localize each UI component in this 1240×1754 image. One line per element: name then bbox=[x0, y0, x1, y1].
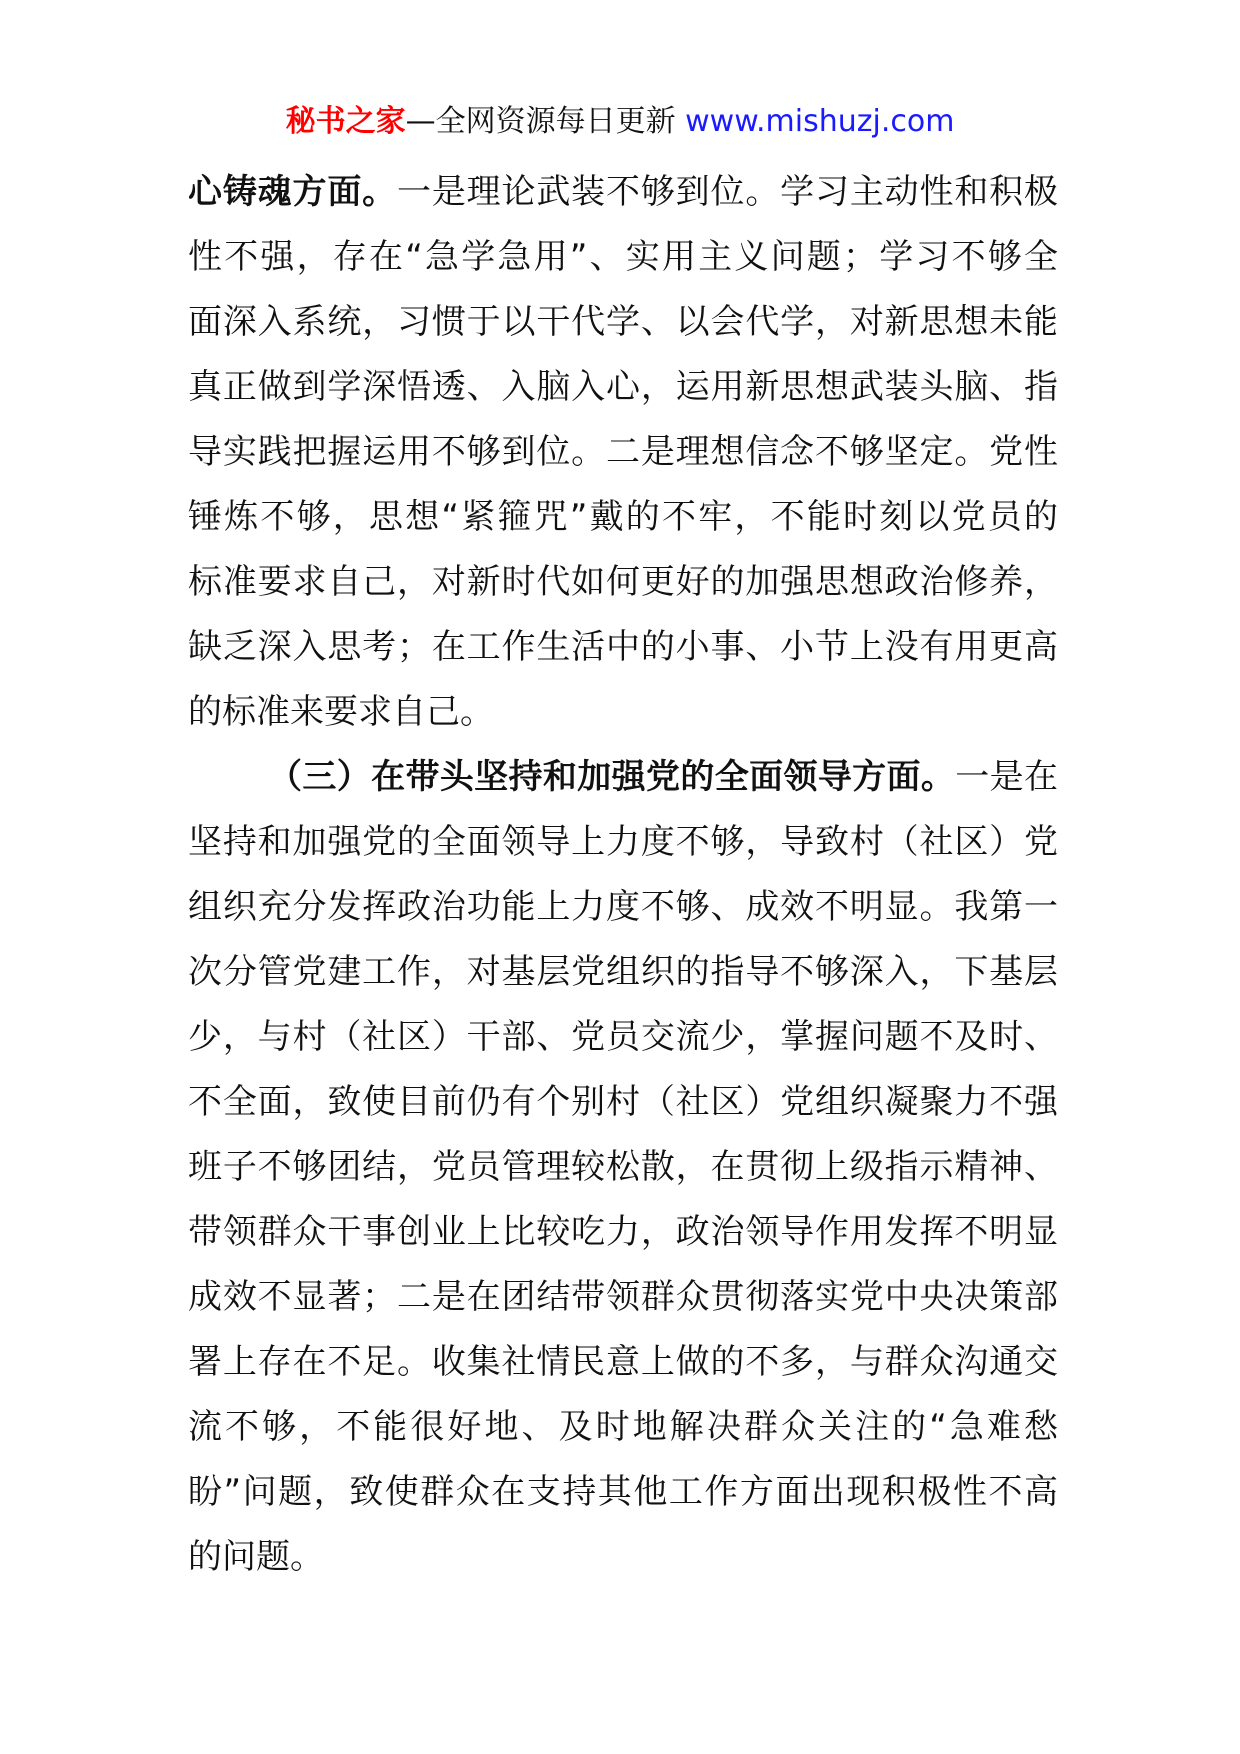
paragraph-line: 缺乏深入思考；在工作生活中的小事、小节上没有用更高 bbox=[188, 627, 1058, 667]
paragraph-line: 的标准来要求自己。 bbox=[188, 692, 494, 732]
paragraph-line: 带领群众干事创业上比较吃力，政治领导作用发挥不明显 bbox=[188, 1212, 1058, 1252]
header-tagline: —全网资源每日更新 bbox=[405, 104, 686, 139]
paragraph-1 bbox=[188, 160, 1058, 745]
paragraph-line: 标准要求自己，对新时代如何更好的加强思想政治修养， bbox=[188, 562, 1058, 602]
paragraph-line: 组织充分发挥政治功能上力度不够、成效不明显。我第一 bbox=[188, 887, 1058, 927]
paragraph-line: 锤炼不够，思想“紧箍咒”戴的不牢，不能时刻以党员的 bbox=[188, 497, 1058, 537]
paragraph-line: 成效不显著；二是在团结带领群众贯彻落实党中央决策部 bbox=[188, 1277, 1058, 1317]
line-text: 一是理论武装不够到位。学习主动性和积极 bbox=[397, 172, 1058, 212]
paragraph-line: 坚持和加强党的全面领导上力度不够，导致村（社区）党 bbox=[188, 822, 1058, 862]
site-url-link[interactable]: www.mishuzj.com bbox=[685, 104, 955, 139]
paragraph-line: 署上存在不足。收集社情民意上做的不多，与群众沟通交 bbox=[188, 1342, 1058, 1382]
document-body bbox=[188, 160, 1058, 1590]
line-text: 一是在 bbox=[955, 757, 1059, 797]
paragraph-2 bbox=[188, 745, 1058, 1590]
paragraph-line bbox=[188, 745, 1058, 810]
paragraph-line: 不全面，致使目前仍有个别村（社区）党组织凝聚力不强 bbox=[188, 1082, 1058, 1122]
paragraph-line: 导实践把握运用不够到位。二是理想信念不够坚定。党性 bbox=[188, 432, 1058, 472]
paragraph-line: 面深入系统，习惯于以干代学、以会代学，对新思想未能 bbox=[188, 302, 1058, 342]
paragraph-line: 的问题。 bbox=[188, 1537, 324, 1577]
paragraph-line bbox=[188, 160, 1058, 225]
section-heading: （三）在带头坚持和加强党的全面领导方面。 bbox=[268, 757, 956, 797]
paragraph-line: 真正做到学深悟透、入脑入心，运用新思想武装头脑、指 bbox=[188, 367, 1058, 407]
site-header bbox=[0, 100, 1240, 144]
paragraph-line: 盼”问题，致使群众在支持其他工作方面出现积极性不高 bbox=[188, 1472, 1058, 1512]
paragraph-line: 少，与村（社区）干部、党员交流少，掌握问题不及时、 bbox=[188, 1017, 1058, 1057]
brand-name: 秘书之家 bbox=[285, 104, 406, 139]
paragraph-line: 性不强，存在“急学急用”、实用主义问题；学习不够全 bbox=[188, 237, 1058, 277]
paragraph-line: 次分管党建工作，对基层党组织的指导不够深入，下基层 bbox=[188, 952, 1058, 992]
paragraph-line: 班子不够团结，党员管理较松散，在贯彻上级指示精神、 bbox=[188, 1147, 1058, 1187]
paragraph-line: 流不够，不能很好地、及时地解决群众关注的“急难愁 bbox=[188, 1407, 1058, 1447]
bold-lead: 心铸魂方面。 bbox=[188, 172, 397, 212]
